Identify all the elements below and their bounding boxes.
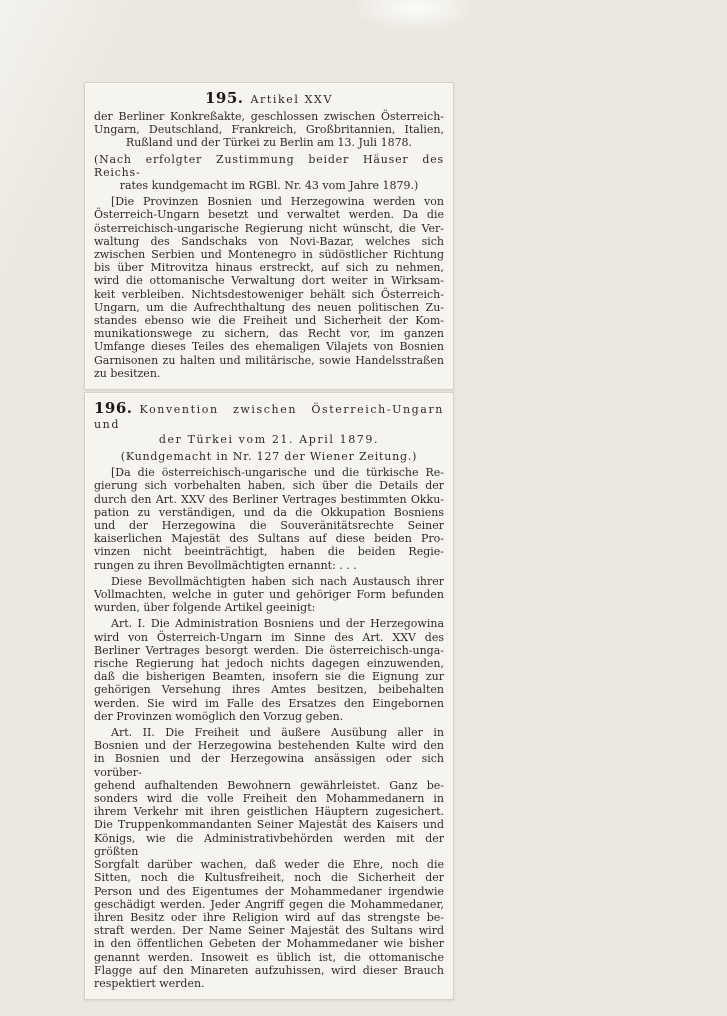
text-line — [94, 779, 444, 792]
text-segment: wird die ottomanische Verwaltung dort weiter in Wirksam- — [94, 274, 444, 288]
text-line — [94, 951, 444, 964]
text-segment: Sitten, noch die Kultusfreiheit, noch die Sicherheit der — [94, 871, 444, 885]
text-line — [94, 898, 444, 911]
text-line — [94, 964, 444, 977]
text-line — [94, 670, 444, 683]
text-line — [94, 493, 444, 506]
clipping-heading — [94, 401, 444, 447]
text-line — [94, 601, 444, 614]
text-line — [94, 110, 444, 123]
text-line — [94, 195, 444, 208]
text-line — [94, 450, 444, 463]
text-line — [94, 818, 444, 831]
text-line — [94, 644, 444, 657]
clipping-195 — [84, 82, 454, 390]
text-line — [94, 752, 444, 778]
text-line — [94, 575, 444, 588]
text-segment: [Die Provinzen Bosnien und Herzegowina werden von — [111, 195, 444, 209]
text-line — [94, 559, 444, 572]
text-segment: Konvention zwischen Österreich-Ungarn und — [94, 403, 444, 431]
heading-line — [94, 401, 444, 432]
text-line — [94, 924, 444, 937]
text-segment: Art. II. Die Freiheit und äußere Ausübung aller in — [111, 726, 444, 740]
text-segment: Ungarn, Deutschland, Frankreich, Großbritannien, Italien, — [94, 123, 444, 137]
text-segment: Österreich-Ungarn besetzt und verwaltet werden. Da die — [94, 208, 444, 222]
text-segment: munikationswege zu sichern, das Recht vor, im ganzen — [94, 327, 444, 341]
text-segment: keit verbleiben. Nichtsdestoweniger behält sich Österreich- — [94, 287, 444, 301]
text-line — [94, 726, 444, 739]
text-segment: (Kundgemacht in Nr. 127 der Wiener Zeitung.) — [120, 450, 418, 463]
text-segment: Diese Bevollmächtigten haben sich nach Austausch ihrer — [111, 574, 444, 588]
text-line — [94, 739, 444, 752]
text-line — [94, 683, 444, 696]
text-line — [94, 532, 444, 545]
text-segment: gierung sich vorbehalten haben, sich über die Details der — [94, 479, 444, 493]
text-segment: vinzen nicht beeinträchtigt, haben die beiden Regie- — [94, 545, 444, 559]
text-segment: rische Regierung hat jedoch nichts dagegen einzuwenden, — [94, 657, 444, 671]
heading-line — [94, 91, 444, 107]
text-segment: Flagge auf den Minareten aufzuhissen, wird dieser Brauch — [94, 963, 444, 977]
text-segment: kaiserlichen Majestät des Sultans auf diese beiden Pro- — [94, 532, 444, 546]
text-segment: der Türkei vom 21. April 1879. — [158, 433, 380, 446]
text-segment: zwischen Serbien und Montenegro in südöstlicher Richtung — [94, 248, 444, 262]
text-line — [94, 519, 444, 532]
text-line — [94, 340, 444, 353]
text-segment: der Berliner Konkreßakte, geschlossen zwischen Österreich- — [94, 110, 444, 123]
text-line — [94, 248, 444, 261]
text-segment: werden. Sie wird im Falle des Ersatzes den Eingebornen — [94, 696, 444, 710]
text-segment: ihren Besitz oder ihre Religion wird auf das strengste be- — [94, 910, 444, 924]
text-line — [94, 153, 444, 179]
text-segment: wird von Österreich-Ungarn im Sinne des Art. XXV des — [94, 630, 444, 644]
text-segment: genannt werden. Insoweit es üblich ist, die ottomanische — [94, 950, 444, 964]
text-line — [94, 911, 444, 924]
text-segment: Rußland und der Türkei zu Berlin am 13. Juli 1878. — [125, 136, 413, 150]
text-segment: Person und des Eigentumes der Mohammedaner irgendwie — [94, 884, 444, 898]
text-line — [94, 588, 444, 601]
text-segment: Ungarn, um die Aufrechthaltung des neuen politischen Zu- — [94, 300, 444, 314]
text-segment: respektiert werden. — [94, 976, 205, 990]
text-segment: Garnisonen zu halten und militärische, sowie Handelsstraßen — [94, 353, 444, 367]
text-line — [94, 977, 444, 990]
paragraph-block — [94, 195, 444, 380]
text-line — [94, 261, 444, 274]
text-line — [94, 479, 444, 492]
clipping-number: 196. — [94, 399, 133, 417]
text-line — [94, 885, 444, 898]
text-line — [94, 136, 444, 149]
text-segment: ihrem Verkehr mit ihren geistlichen Häuptern zugesichert. — [94, 805, 444, 819]
text-segment: [Da die österreichisch-ungarische und die türkische Re- — [111, 466, 444, 480]
clipping-196 — [84, 392, 454, 1000]
text-segment: rates kundgemacht im RGBl. Nr. 43 vom Jahre 1879.) — [119, 179, 419, 193]
text-line — [94, 288, 444, 301]
text-line — [94, 792, 444, 805]
text-line — [94, 466, 444, 479]
text-line — [94, 631, 444, 644]
text-segment: sonders wird die volle Freiheit den Mohammedanern in — [94, 792, 444, 806]
text-segment: straft werden. Der Name Seiner Majestät des Sultans wird — [94, 924, 444, 938]
text-segment: Umfange dieses Teiles des ehemaligen Vilajets von Bosnien — [94, 340, 444, 354]
text-segment: pation zu verständigen, und da die Okkupation Bosniens — [94, 505, 444, 519]
text-line — [94, 123, 444, 136]
paragraph-block — [94, 726, 444, 990]
clipping-number: 195. — [204, 89, 244, 107]
text-segment: Vollmachten, welche in guter und gehöriger Form befunden — [94, 588, 444, 602]
text-segment: in den öffentlichen Gebeten der Mohammedaner wie bisher — [94, 937, 444, 951]
text-segment: Königs, wie die Administrativbehörden werden mit der größten — [94, 831, 444, 858]
text-segment: Sorgfalt darüber wachen, daß weder die Ehre, noch die — [94, 858, 444, 872]
text-line — [94, 274, 444, 287]
text-segment: und der Herzegowina die Souveränitätsrechte Seiner — [94, 519, 444, 533]
text-segment: gehend aufhaltenden Bewohnern gewährleistet. Ganz be- — [94, 778, 444, 792]
text-line — [94, 354, 444, 367]
subheading-block — [94, 110, 444, 150]
text-line — [94, 179, 444, 192]
text-segment: wurden, über folgende Artikel geeinigt: — [94, 601, 316, 615]
text-segment: gehörigen Versehung ihres Amtes besitzen, beibehalten — [94, 683, 444, 697]
text-line — [94, 506, 444, 519]
text-line — [94, 710, 444, 723]
text-line — [94, 367, 444, 380]
text-segment: Art. I. Die Administration Bosniens und der Herzegowina — [111, 617, 444, 631]
text-segment: Bosnien und der Herzegowina bestehenden Kulte wird den — [94, 739, 444, 753]
text-segment: daß die bisherigen Beamten, insofern sie die Eignung zur — [94, 670, 444, 684]
text-segment: in Bosnien und der Herzegowina ansässigen oder sich vorüber- — [94, 752, 444, 779]
text-segment: Berliner Vertrages besorgt werden. Die österreichisch-unga- — [94, 643, 444, 657]
text-segment: zu besitzen. — [94, 366, 161, 380]
text-segment: bis über Mitrovitza hinaus erstreckt, auf sich zu nehmen, — [94, 261, 444, 275]
text-line — [94, 314, 444, 327]
paragraph-block — [94, 617, 444, 723]
text-segment: standes ebenso wie die Freiheit und Sicherheit der Kom- — [94, 314, 444, 328]
text-segment: waltung des Sandschaks von Novi-Bazar, welches sich — [94, 234, 444, 248]
text-segment: geschädigt werden. Jeder Angriff gegen die Mohammedaner, — [94, 897, 444, 911]
paragraph-block — [94, 575, 444, 615]
text-line — [94, 222, 444, 235]
text-line — [94, 235, 444, 248]
text-line — [94, 208, 444, 221]
text-line — [94, 858, 444, 871]
text-line — [94, 937, 444, 950]
clipping-heading — [94, 91, 444, 107]
note-block — [94, 153, 444, 193]
text-line — [94, 697, 444, 710]
text-segment: rungen zu ihren Bevollmächtigten ernannt: . . . — [94, 558, 357, 572]
heading-line — [94, 432, 444, 447]
text-segment: der Provinzen womöglich den Vorzug geben. — [94, 709, 344, 723]
paragraph-block — [94, 466, 444, 572]
text-segment: Artikel XXV — [250, 93, 334, 106]
text-line — [94, 832, 444, 858]
text-line — [94, 301, 444, 314]
text-line — [94, 805, 444, 818]
text-segment: Die Truppenkommandanten Seiner Majestät des Kaisers und — [94, 818, 444, 832]
text-line — [94, 617, 444, 630]
text-line — [94, 327, 444, 340]
text-segment: durch den Art. XXV des Berliner Vertrages bestimmten Okku- — [94, 492, 444, 506]
text-line — [94, 545, 444, 558]
note-block — [94, 450, 444, 463]
text-line — [94, 871, 444, 884]
text-segment: österreichisch-ungarische Regierung nicht wünscht, die Ver- — [94, 221, 444, 235]
text-line — [94, 657, 444, 670]
text-segment: (Nach erfolgter Zustimmung beider Häuser des Reichs- — [94, 152, 444, 179]
